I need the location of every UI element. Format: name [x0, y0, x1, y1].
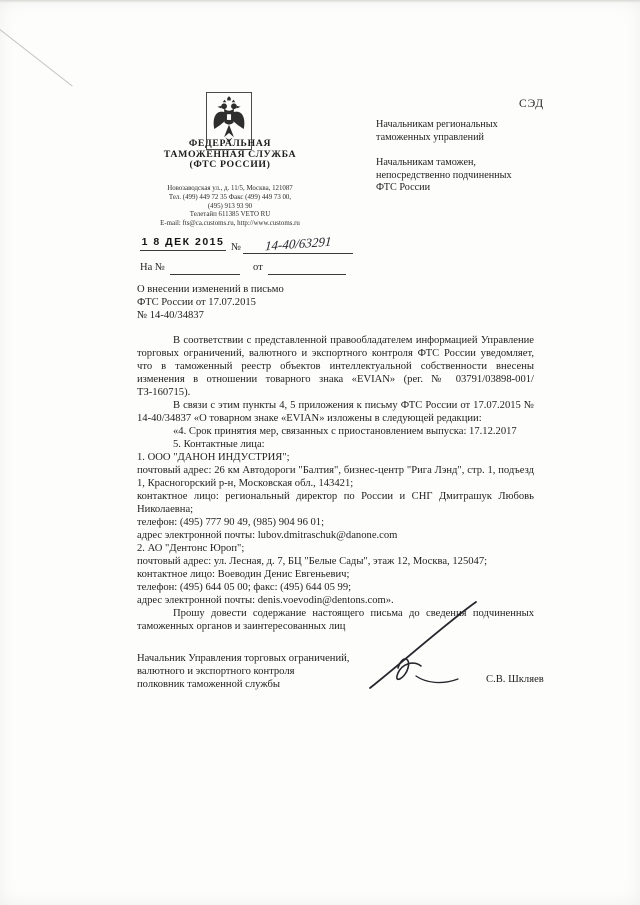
letter-body: [137, 334, 534, 633]
org-email-line: E-mail: fts@ca.customs.ru, http://www.customs.ru: [160, 220, 300, 228]
body-paragraph: телефон: (495) 644 05 00; факс: (495) 644 05 99;: [137, 582, 352, 593]
recipient-line: таможенных управлений: [376, 131, 484, 143]
outgoing-number-handwritten: 14-40/63291: [264, 233, 332, 254]
recipient-line: Начальникам региональных: [376, 119, 498, 130]
subject-block: [137, 283, 387, 322]
body-paragraph: 2. АО "Дентонс Юроп";: [137, 543, 245, 554]
org-name-line: ТАМОЖЕННАЯ СЛУЖБА: [163, 148, 297, 160]
recipient-line: Начальникам таможен,: [376, 157, 476, 169]
number-sign: №: [231, 242, 242, 253]
blank-underline: [170, 274, 240, 275]
scan-corner-artifact: [0, 18, 73, 87]
signer-position-line: Начальник Управления торговых ограничений,: [137, 653, 350, 664]
ot-label: от: [253, 262, 263, 273]
closing-block: [137, 652, 349, 691]
subject-line: № 14-40/34837: [137, 310, 204, 321]
signer-position-line: полковник таможенной службы: [137, 679, 281, 690]
body-paragraph: контактное лицо: региональный директор по России и СНГ Дмитрашук Любовь Николаевна;: [137, 491, 534, 515]
org-name-line: ФЕДЕРАЛЬНАЯ: [188, 138, 272, 149]
body-paragraph: В соответствии с представленной правообладателем информацией Управление торговых ограничений, валютного и экспортного контроля ФТС России уведомляет, что в таможенный реестр объектов интеллектуальной собственности внесены изменения в отношении товарного знака «EVIAN» (рег. № 03791/03898-001/ТЗ-160715).: [137, 335, 534, 398]
body-paragraph: В связи с этим пункты 4, 5 приложения к письму ФТС России от 17.07.2015 № 14-40/34837 «О товарном знаке «EVIAN» изложены в следующей редакции:: [137, 400, 534, 424]
recipients-block: [376, 119, 596, 208]
body-paragraph: адрес электронной почты: lubov.dmitraschuk@danone.com: [137, 530, 398, 541]
recipients-group-1: [376, 119, 596, 144]
org-phone-line: Тел. (499) 449 72 35 Факс (499) 449 73 00,: [168, 193, 292, 201]
handwritten-signature: [358, 596, 488, 696]
recipients-group-2: [376, 157, 596, 195]
date-stamp: 1 8 ДЕК 2015: [141, 236, 225, 248]
org-address-line: Новозаводская ул., д. 11/5, Москва, 121087: [167, 185, 293, 192]
body-paragraph: адрес электронной почты: denis.voevodin@dentons.com».: [137, 595, 394, 606]
subject-line: О внесении изменений в письмо: [137, 284, 284, 295]
blank-underline: [268, 274, 346, 275]
subject-line: ФТС России от 17.07.2015: [137, 297, 256, 308]
org-contact-info: [95, 185, 365, 229]
body-paragraph: «4. Срок принятия мер, связанных с приостановлением выпуска: 17.12.2017: [173, 426, 517, 437]
signatory-name: С.В. Шкляев: [486, 674, 544, 685]
body-paragraph: контактное лицо: Воеводин Денис Евгеньевич;: [137, 569, 350, 580]
sed-label: СЭД: [519, 98, 545, 110]
org-name: [105, 139, 355, 171]
outgoing-number-field: [243, 233, 353, 254]
recipient-line: ФТС России: [376, 182, 431, 194]
body-paragraph: 5. Контактные лица:: [173, 439, 265, 450]
incoming-reference-line: [0, 262, 640, 278]
org-teletype-line: Телетайп 611385 VETO RU: [189, 211, 271, 219]
org-name-line: (ФТС РОССИИ): [189, 159, 271, 171]
recipient-line: непосредственно подчиненных: [376, 169, 512, 181]
body-paragraph: телефон: (495) 777 90 49, (985) 904 96 01;: [137, 517, 325, 528]
body-paragraph: почтовый адрес: 26 км Автодороги "Балтия", бизнес-центр "Рига Лэнд", стр. 1, подъезд 1, Красногорский р-н, Московская обл., 143421;: [137, 465, 534, 489]
org-phone-line: (495) 913 93 90: [207, 202, 253, 210]
body-paragraph: Прошу довести содержание настоящего письма до сведения подчиненных таможенных органов и заинтересованных лиц: [137, 608, 534, 632]
na-number-label: На №: [140, 262, 165, 273]
body-paragraph: почтовый адрес: ул. Лесная, д. 7, БЦ "Белые Сады", этаж 12, Москва, 125047;: [137, 556, 488, 567]
signer-position-line: валютного и экспортного контроля: [137, 666, 295, 677]
body-paragraph: 1. ООО "ДАНОН ИНДУСТРИЯ";: [137, 452, 290, 463]
reference-line: [0, 233, 640, 260]
date-stamp-field: [140, 236, 226, 251]
scan-edge-artifact: [0, 0, 640, 3]
